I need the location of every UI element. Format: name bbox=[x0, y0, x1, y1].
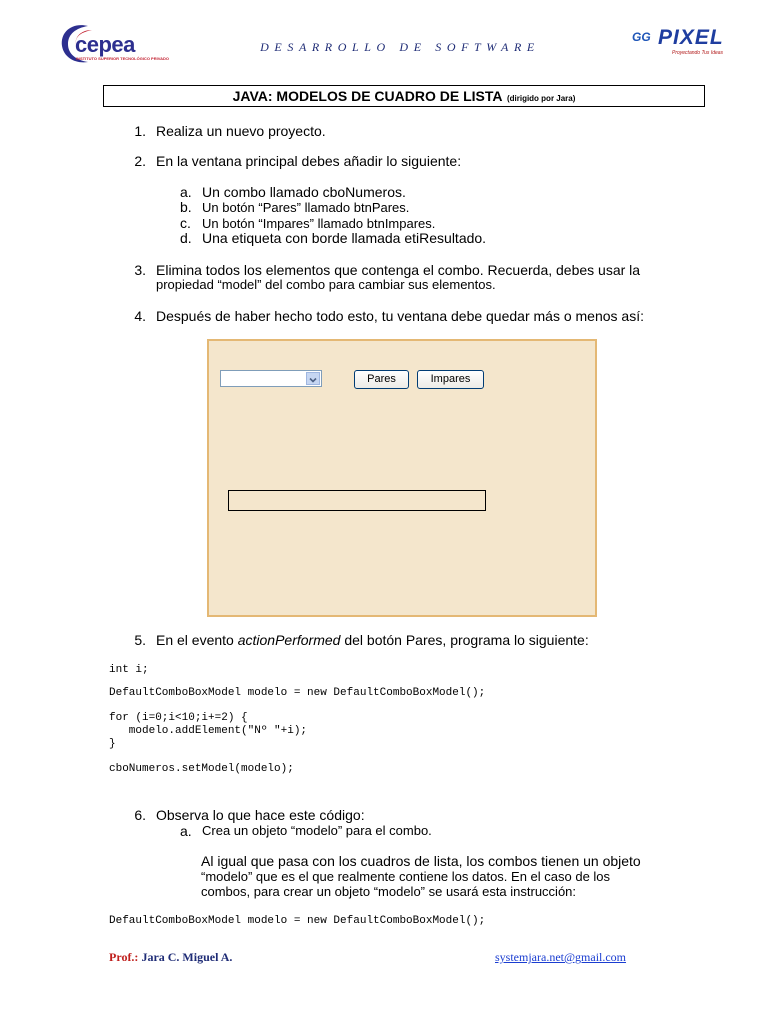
pixel-logo-mark: GG bbox=[632, 30, 651, 44]
sub-item-letter: c. bbox=[180, 215, 191, 231]
step-6-paragraph-line: Al igual que pasa con los cuadros de lista, los combos tienen un objeto bbox=[201, 853, 641, 869]
cepea-logo-subtitle: INSTITUTO SUPERIOR TECNOLÓGICO PRIVADO bbox=[76, 56, 169, 61]
step-5-text-post: del botón Pares, programa lo siguiente: bbox=[340, 632, 589, 648]
sub-item-text: Un botón “Impares” llamado btnImpares. bbox=[202, 216, 436, 231]
step-1-text: Realiza un nuevo proyecto. bbox=[156, 123, 326, 139]
step-6-number: 6. bbox=[134, 807, 146, 823]
document-title: JAVA: MODELOS DE CUADRO DE LISTA bbox=[232, 88, 503, 104]
document-title-note: (dirigido por Jara) bbox=[506, 94, 576, 103]
step-6-paragraph-line: “modelo” que es el que realmente contiene los datos. En el caso de los bbox=[201, 869, 611, 884]
code-line: DefaultComboBoxModel modelo = new DefaultComboBoxModel(); bbox=[109, 915, 486, 927]
step-4-number: 4. bbox=[134, 308, 146, 324]
window-mockup bbox=[207, 339, 597, 617]
cepea-logo-text: cepea bbox=[75, 32, 135, 57]
step-6-paragraph-line: combos, para crear un objeto “modelo” se usará esta instrucción: bbox=[201, 884, 577, 899]
code-line: int i; bbox=[109, 664, 149, 676]
footer-prof-name: Jara C. Miguel A. bbox=[141, 950, 233, 964]
mockup-label-etiresultado bbox=[228, 490, 486, 511]
mockup-button-impares: Impares bbox=[417, 370, 484, 389]
sub-item-text: Un combo llamado cboNumeros. bbox=[202, 184, 406, 200]
step-6-text: Observa lo que hace este código: bbox=[156, 807, 365, 823]
footer-author bbox=[109, 950, 232, 965]
step-2-text: En la ventana principal debes añadir lo siguiente: bbox=[156, 153, 462, 169]
step-1-number: 1. bbox=[134, 123, 146, 139]
mockup-button-pares: Pares bbox=[354, 370, 409, 389]
step-3-number: 3. bbox=[134, 262, 146, 278]
code-line: DefaultComboBoxModel modelo = new DefaultComboBoxModel(); bbox=[109, 687, 486, 699]
step-5-number: 5. bbox=[134, 632, 146, 648]
step-5-text bbox=[156, 632, 589, 648]
step-2-number: 2. bbox=[134, 153, 146, 169]
footer-email-link[interactable]: systemjara.net@gmail.com bbox=[495, 950, 627, 964]
pixel-logo bbox=[632, 28, 744, 58]
step-6-sub-letter: a. bbox=[180, 823, 192, 839]
sub-item-letter: a. bbox=[180, 184, 192, 200]
code-line: cboNumeros.setModel(modelo); bbox=[109, 763, 294, 775]
footer-prof-label: Prof.: bbox=[109, 950, 139, 964]
header-title: DESARROLLO DE SOFTWARE bbox=[260, 40, 540, 54]
sub-item-letter: d. bbox=[180, 230, 192, 246]
chevron-down-icon bbox=[306, 372, 320, 385]
code-line: } bbox=[109, 738, 116, 750]
document-title-box bbox=[103, 85, 705, 107]
pixel-logo-tagline: Proyectando Tus Ideas bbox=[672, 50, 724, 56]
sub-item-text: Una etiqueta con borde llamada etiResultado. bbox=[202, 230, 487, 246]
step-6-sub-text: Crea un objeto “modelo” para el combo. bbox=[202, 823, 432, 838]
code-line: modelo.addElement("Nº "+i); bbox=[109, 725, 308, 737]
sub-item-letter: b. bbox=[180, 199, 192, 215]
sub-item-text: Un botón “Pares” llamado btnPares. bbox=[202, 200, 410, 215]
mockup-combo-cbonumeros bbox=[220, 370, 322, 387]
step-5-event-name: actionPerformed bbox=[237, 632, 341, 648]
step-4-text: Después de haber hecho todo esto, tu ventana debe quedar más o menos así: bbox=[156, 308, 644, 324]
pixel-logo-text: PIXEL bbox=[658, 26, 724, 49]
code-line: for (i=0;i<10;i+=2) { bbox=[109, 712, 248, 724]
step-3-text-continued: propiedad “model” del combo para cambiar sus elementos. bbox=[156, 277, 496, 292]
step-3-text: Elimina todos los elementos que contenga el combo. Recuerda, debes usar la bbox=[156, 262, 641, 278]
step-5-text-pre: En el evento bbox=[156, 632, 238, 648]
